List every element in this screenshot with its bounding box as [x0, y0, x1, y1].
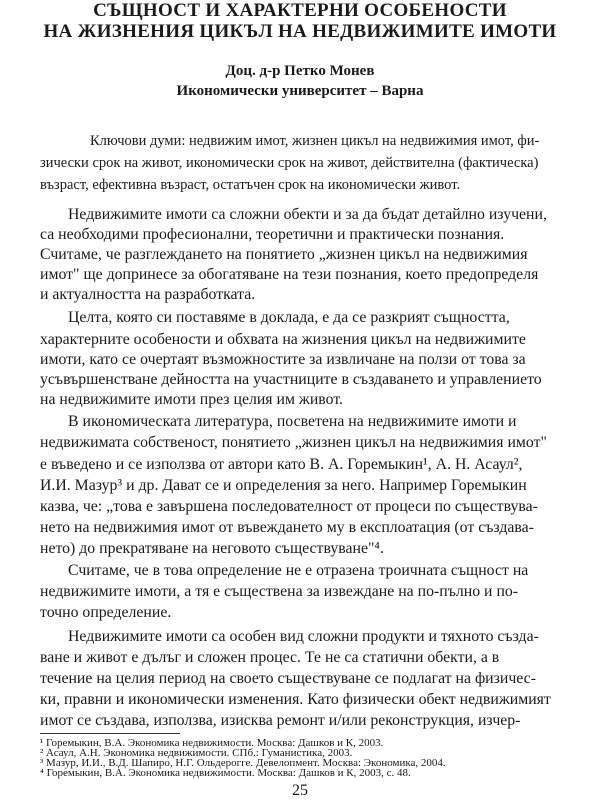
keywords-line-2: зически срок на живот, икономически срок на живот, действителна (фактическа) — [40, 155, 539, 171]
body-line: ки, правни и икономически изменения. Като физически обект недвижимият — [40, 691, 551, 708]
footnote-item: ² Асаул, А.Н. Экономика недвижимости. СПб.: Гуманистика, 2003. — [40, 747, 353, 759]
body-line: В икономическата литература, посветена на недвижимите имоти и — [68, 413, 517, 430]
body-line: недвижимата собственост, понятието „жизнен цикъл на недвижимия имот" — [40, 434, 547, 451]
keywords-line-3: възраст, ефективна възраст, остатъчен срок на икономически живот. — [40, 177, 461, 193]
author-name: Доц. д-р Петко Монев — [225, 63, 375, 79]
body-line: на недвижимите имоти през целия им живот. — [40, 391, 343, 408]
body-line: имоти, като се очертаят възможностите за извличане на ползи от това за — [40, 351, 526, 368]
keywords-line-1: Ключови думи: недвижим имот, жизнен цикъл на недвижимия имот, фи- — [90, 133, 540, 149]
page-number: 25 — [292, 782, 308, 799]
footnote-item: ¹ Горемыкин, В.А. Экономика недвижимости. Москва: Дашков и К, 2003. — [40, 737, 384, 749]
body-line: Считаме, че в това определение не е отразена троичната същност на — [68, 562, 529, 579]
body-line: усъвършенстване дейността на участниците в създаването и управлението — [40, 371, 542, 388]
body-line: недвижимите имоти, а тя е съществена за извеждане на по-пълно и по- — [40, 583, 519, 600]
body-line: И.И. Мазур³ и др. Дават се и определения за него. Например Горемыкин — [40, 477, 527, 494]
body-line: нето) до прекратяване на неговото съществуване"⁴. — [40, 540, 384, 557]
body-line: Считаме, че разглеждането на понятието „жизнен цикъл на недвижимия — [40, 246, 528, 263]
body-line: Недвижимите имоти са особен вид сложни продукти и тяхното създа- — [68, 628, 539, 645]
body-line: и актуалността на разработката. — [40, 286, 256, 303]
body-line: Целта, която си поставяме в доклада, е да се разкрият същността, — [68, 309, 510, 326]
body-line: характерните особености и обхвата на жизнения цикъл на недвижимите — [40, 331, 526, 348]
title-line-1: СЪЩНОСТ И ХАРАКТЕРНИ ОСОБЕНОСТИ — [93, 0, 507, 21]
body-line: имот" ще допринесе за обогатяване на тези познания, което предопределя — [40, 266, 539, 283]
body-line: нето на недвижимия имот от въвеждането му в експлоатация (от създава- — [40, 519, 534, 536]
body-line: е въведено и се използва от автори като В. А. Горемыкин¹, А. Н. Асаул², — [40, 456, 523, 473]
author-affiliation: Икономически университет – Варна — [176, 83, 424, 99]
footnote-divider — [40, 733, 180, 734]
body-line: имот се създава, използва, изисква ремонт и/или реконструкция, изчер- — [40, 712, 521, 729]
body-line: течение на целия период на своето съществуване се подлагат на физичес- — [40, 670, 536, 687]
footnote-item: ³ Мазур, И.И., В.Д. Шапиро, Н.Г. Ольдерогге. Девелопмент. Москва: Экономика, 2004. — [40, 757, 446, 769]
body-line: точно определение. — [40, 604, 172, 621]
body-line: казва, че: „това е завършена последователност от процеси по съществува- — [40, 498, 538, 515]
title-line-2: НА ЖИЗНЕНИЯ ЦИКЪЛ НА НЕДВИЖИМИТЕ ИМОТИ — [43, 21, 557, 42]
body-line: Недвижимите имоти са сложни обекти и за да бъдат детайлно изучени, — [68, 206, 547, 223]
keywords-block — [40, 130, 588, 196]
footnote-item: ⁴ Горемыкин, В.А. Экономика недвижимости. Москва: Дашков и К, 2003, с. 48. — [40, 767, 411, 779]
body-line: са необходими професионални, теоретични и практически познания. — [40, 226, 505, 243]
body-line: ване и живот е дълъг и сложен процес. Те не са статични обекти, а в — [40, 649, 500, 666]
